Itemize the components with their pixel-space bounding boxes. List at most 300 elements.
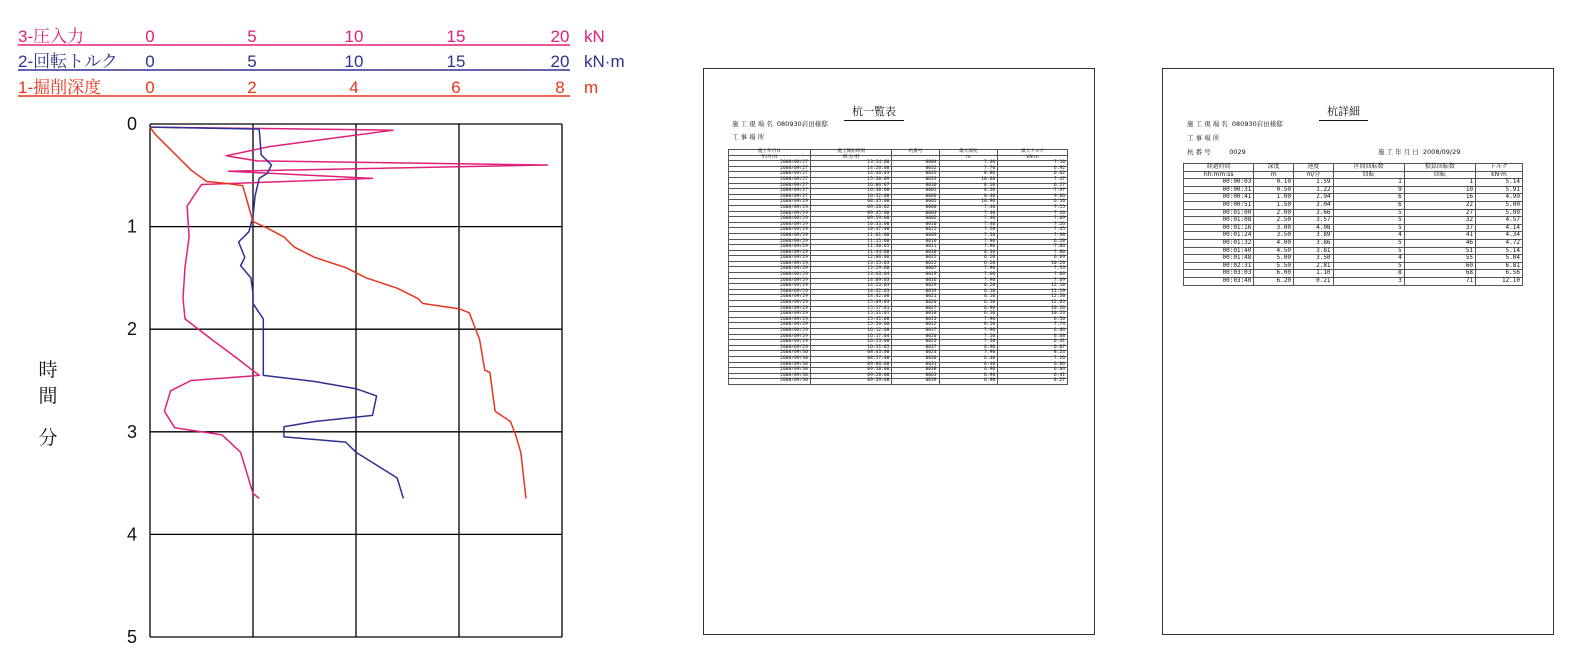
table-cell: 5 bbox=[1333, 262, 1404, 270]
table-cell: 6.00 bbox=[1254, 270, 1294, 278]
table-cell: 5 bbox=[1333, 224, 1404, 232]
table-cell: 16:12:00 bbox=[810, 329, 892, 335]
table-cell: 0022 bbox=[892, 261, 939, 267]
table-cell: 09:26:02 bbox=[810, 205, 892, 211]
table-cell: 6.40 bbox=[939, 362, 998, 368]
column-header: 時:分:秒 bbox=[810, 155, 892, 161]
table-cell: 15:41:00 bbox=[810, 317, 892, 323]
column-header: 深度 bbox=[1254, 164, 1294, 172]
scale-tick-label: 4 bbox=[349, 78, 359, 97]
table-cell: 12.63 bbox=[998, 301, 1068, 307]
table-cell: 8.24 bbox=[998, 351, 1068, 357]
table-cell: 7.47 bbox=[998, 177, 1068, 183]
table-cell: 8.40 bbox=[939, 194, 998, 200]
table-cell: 7.80 bbox=[998, 250, 1068, 256]
date-label: 施 工 年 月 日 bbox=[1378, 148, 1419, 156]
table-cell: 2008/09/29 bbox=[729, 323, 811, 329]
table-cell: 7.70 bbox=[939, 166, 998, 172]
table-cell: 3.81 bbox=[1293, 247, 1333, 255]
table-cell: 15:09:03 bbox=[810, 301, 892, 307]
table-cell: 14:26:00 bbox=[810, 166, 892, 172]
pile-row bbox=[1187, 147, 1246, 156]
table-cell: 51 bbox=[1404, 247, 1475, 255]
table-cell: 71 bbox=[1404, 277, 1475, 285]
table-cell: 13:29:00 bbox=[810, 267, 892, 273]
table-cell: 00:01:48 bbox=[1184, 255, 1254, 263]
scale-tick-label: 5 bbox=[247, 27, 257, 46]
table-cell: 09:06:00 bbox=[810, 362, 892, 368]
table-cell: 2.50 bbox=[1254, 217, 1294, 225]
table-cell: 12:06:00 bbox=[810, 256, 892, 262]
column-header: 施工年月日 bbox=[729, 150, 811, 156]
table-cell: 7.26 bbox=[998, 222, 1068, 228]
table-cell: 5.00 bbox=[1476, 201, 1523, 209]
table-cell: 7.40 bbox=[939, 222, 998, 228]
table-cell: 0031 bbox=[892, 362, 939, 368]
table-cell: 7.69 bbox=[998, 217, 1068, 223]
date-row bbox=[1378, 147, 1460, 156]
table-cell: 0003 bbox=[892, 211, 939, 217]
column-header: 杭番号 bbox=[892, 150, 939, 156]
table-cell: 00:00:03 bbox=[1184, 179, 1254, 187]
table-cell: 6.41 bbox=[998, 340, 1068, 346]
scale-tick-label: 15 bbox=[446, 52, 466, 71]
scale-tick-label: 2 bbox=[247, 78, 257, 97]
table-cell: 6.20 bbox=[939, 256, 998, 262]
table-cell: 2008/09/29 bbox=[729, 345, 811, 351]
table-cell: 0.50 bbox=[1254, 186, 1294, 194]
table-row bbox=[1184, 239, 1523, 247]
scale-label: 3-圧入力 bbox=[18, 27, 85, 46]
table-cell: 7.40 bbox=[939, 161, 998, 167]
table-cell: 6.20 bbox=[1254, 277, 1294, 285]
table-cell: 6.66 bbox=[998, 329, 1068, 335]
table-cell: 3 bbox=[1333, 277, 1404, 285]
table-cell: 5.00 bbox=[1254, 255, 1294, 263]
series-line bbox=[150, 127, 403, 498]
table-cell: 00:01:32 bbox=[1184, 239, 1254, 247]
table-cell: 6.10 bbox=[939, 301, 998, 307]
table-cell: 14:09:03 bbox=[810, 278, 892, 284]
table-cell: 09:39:00 bbox=[810, 379, 892, 385]
table-cell: 4.57 bbox=[1476, 217, 1523, 225]
table-cell: 2008/09/29 bbox=[729, 222, 811, 228]
table-cell: 0018 bbox=[892, 312, 939, 318]
table-cell: 0.21 bbox=[1293, 277, 1333, 285]
table-cell: 2008/09/29 bbox=[729, 261, 811, 267]
table-cell: 0020 bbox=[892, 334, 939, 340]
pile-detail-table bbox=[1183, 163, 1523, 286]
table-cell: 55 bbox=[1404, 255, 1475, 263]
table-cell: 00:03:03 bbox=[1184, 270, 1254, 278]
table-cell: 0012 bbox=[892, 323, 939, 329]
pile-list-table bbox=[728, 149, 1068, 385]
column-header: トルク bbox=[1476, 164, 1523, 172]
table-cell: 60 bbox=[1404, 262, 1475, 270]
table-cell: 22 bbox=[1404, 201, 1475, 209]
scale-tick-label: 10 bbox=[344, 27, 364, 46]
table-cell: 11:30:05 bbox=[810, 245, 892, 251]
chart bbox=[0, 0, 660, 664]
y-tick-label: 0 bbox=[126, 114, 138, 134]
y-axis-label: 時 bbox=[38, 360, 58, 381]
table-cell: 5 bbox=[1333, 209, 1404, 217]
table-cell: 3.57 bbox=[1293, 217, 1333, 225]
table-cell: 16:31:05 bbox=[810, 345, 892, 351]
table-cell: 12.20 bbox=[998, 295, 1068, 301]
table-cell: 7.40 bbox=[939, 217, 998, 223]
table-cell: 0035 bbox=[892, 172, 939, 178]
table-cell: 2008/09/29 bbox=[729, 278, 811, 284]
table-cell: 3.89 bbox=[1293, 232, 1333, 240]
table-cell: 6.90 bbox=[939, 373, 998, 379]
table-cell: 6.62 bbox=[998, 172, 1068, 178]
table-cell: 6.27 bbox=[998, 183, 1068, 189]
table-cell: 00:01:16 bbox=[1184, 224, 1254, 232]
doc-title: 杭一覧表 bbox=[844, 103, 904, 121]
table-cell: 16:23:00 bbox=[810, 340, 892, 346]
scale-tick-label: 15 bbox=[446, 27, 466, 46]
table-cell: 7.90 bbox=[939, 351, 998, 357]
table-cell: 10.60 bbox=[939, 177, 998, 183]
table-cell: 6.41 bbox=[998, 373, 1068, 379]
table-cell: 41 bbox=[1404, 232, 1475, 240]
table-cell: 0027 bbox=[892, 306, 939, 312]
table-cell: 4.34 bbox=[1476, 232, 1523, 240]
table-cell: 1.10 bbox=[1293, 270, 1333, 278]
table-cell: 0024 bbox=[892, 351, 939, 357]
table-cell: 16 bbox=[1404, 194, 1475, 202]
table-cell: 6.16 bbox=[998, 200, 1068, 206]
table-cell: 6.56 bbox=[998, 317, 1068, 323]
table-cell: 7.90 bbox=[939, 245, 998, 251]
scale-tick-label: 10 bbox=[344, 52, 364, 71]
y-tick-label: 4 bbox=[126, 524, 138, 545]
table-cell: 0039 bbox=[892, 379, 939, 385]
table-cell: 6.40 bbox=[939, 356, 998, 362]
table-cell: 7.10 bbox=[998, 161, 1068, 167]
table-cell: 14:23:03 bbox=[810, 284, 892, 290]
table-cell: 32 bbox=[1404, 217, 1475, 225]
table-cell: 7.26 bbox=[998, 211, 1068, 217]
place-label: 工 事 場 所 bbox=[1187, 134, 1220, 142]
table-cell: 6.81 bbox=[1476, 262, 1523, 270]
table-cell: 0002 bbox=[892, 217, 939, 223]
table-cell: 12.10 bbox=[1476, 277, 1523, 285]
table-cell: 5 bbox=[1333, 247, 1404, 255]
table-cell: 00:02:31 bbox=[1184, 262, 1254, 270]
table-cell: 4.72 bbox=[1476, 239, 1523, 247]
table-cell: 13:54:00 bbox=[810, 161, 892, 167]
table-cell: 10.26 bbox=[998, 306, 1068, 312]
table-cell: 2008/09/30 bbox=[729, 379, 811, 385]
table-cell: 37 bbox=[1404, 224, 1475, 232]
table-cell: 0038 bbox=[892, 368, 939, 374]
table-cell: 12.10 bbox=[998, 284, 1068, 290]
table-cell: 7.10 bbox=[939, 334, 998, 340]
table-cell: 8.50 bbox=[939, 189, 998, 195]
table-row bbox=[1184, 277, 1523, 285]
site-value: 080930岩田様邸 bbox=[776, 120, 828, 128]
table-cell: 1.00 bbox=[1254, 194, 1294, 202]
table-cell: 6.10 bbox=[939, 312, 998, 318]
column-header: m bbox=[1254, 171, 1294, 179]
table-cell: 0016 bbox=[892, 278, 939, 284]
table-cell: 13:43:04 bbox=[810, 273, 892, 279]
site-label: 施 工 現 場 名 bbox=[1187, 120, 1228, 128]
table-cell: 00:00:31 bbox=[1184, 186, 1254, 194]
table-cell: 1.59 bbox=[1293, 179, 1333, 187]
table-cell: 0010 bbox=[892, 222, 939, 228]
table-cell: 1 bbox=[1404, 179, 1475, 187]
table-cell: 2008/09/29 bbox=[729, 334, 811, 340]
pile-list-document bbox=[703, 68, 1095, 635]
site-row bbox=[1187, 119, 1283, 128]
table-cell: 7.45 bbox=[998, 228, 1068, 234]
table-cell: 5.50 bbox=[1254, 262, 1294, 270]
table-cell: 7.50 bbox=[939, 340, 998, 346]
pile-value: 0029 bbox=[1229, 148, 1246, 156]
table-cell: 16:06:07 bbox=[810, 183, 892, 189]
table-cell: 2.81 bbox=[1293, 262, 1333, 270]
table-cell: 6.10 bbox=[939, 289, 998, 295]
table-cell: 4 bbox=[1333, 255, 1404, 263]
table-cell: 2008/09/30 bbox=[729, 356, 811, 362]
table-cell: 15:31:01 bbox=[810, 312, 892, 318]
table-cell: 10:47:00 bbox=[810, 228, 892, 234]
table-cell: 5.04 bbox=[1476, 255, 1523, 263]
table-cell: 9.66 bbox=[998, 194, 1068, 200]
table-cell: 3.86 bbox=[1293, 239, 1333, 247]
table-cell: 46 bbox=[1404, 239, 1475, 247]
column-header: kN·m bbox=[998, 155, 1068, 161]
table-cell: 00:01:40 bbox=[1184, 247, 1254, 255]
table-cell: 27 bbox=[1404, 209, 1475, 217]
table-cell: 7.90 bbox=[939, 317, 998, 323]
table-cell: 7.15 bbox=[998, 205, 1068, 211]
scale-tick-label: 20 bbox=[550, 27, 570, 46]
table-cell: 2008/09/27 bbox=[729, 172, 811, 178]
column-header: 年/月/日 bbox=[729, 155, 811, 161]
table-cell: 08:45:00 bbox=[810, 200, 892, 206]
table-cell: 2008/09/27 bbox=[729, 177, 811, 183]
table-cell: 11:15:00 bbox=[810, 239, 892, 245]
table-cell: 6.90 bbox=[939, 306, 998, 312]
table-cell: 6.90 bbox=[939, 368, 998, 374]
table-cell: 0013 bbox=[892, 317, 939, 323]
table-cell: 14:32:03 bbox=[810, 289, 892, 295]
table-cell: 8 bbox=[1333, 270, 1404, 278]
date-value: 2008/09/29 bbox=[1422, 148, 1461, 156]
table-cell: 0020 bbox=[892, 301, 939, 307]
table-cell: 16:17:04 bbox=[810, 334, 892, 340]
table-cell: 6.90 bbox=[939, 345, 998, 351]
table-cell: 7.60 bbox=[939, 273, 998, 279]
y-tick-label: 2 bbox=[126, 319, 138, 340]
table-cell: 0036 bbox=[892, 183, 939, 189]
table-cell: 2008/09/27 bbox=[729, 166, 811, 172]
column-header: kN·m bbox=[1476, 171, 1523, 179]
table-cell: 8.27 bbox=[998, 379, 1068, 385]
column-header: m/分 bbox=[1293, 171, 1333, 179]
table-cell: 8.10 bbox=[939, 323, 998, 329]
table-cell: 7.97 bbox=[998, 189, 1068, 195]
table-cell: 2008/09/27 bbox=[729, 189, 811, 195]
table-cell: 0008 bbox=[892, 205, 939, 211]
table-cell: 2.94 bbox=[1293, 194, 1333, 202]
table-cell: 7.40 bbox=[939, 205, 998, 211]
table-cell: 6.20 bbox=[939, 261, 998, 267]
table-cell: 00:00:51 bbox=[1184, 201, 1254, 209]
table-cell: 0063 bbox=[892, 373, 939, 379]
table-cell: 16:30:00 bbox=[810, 189, 892, 195]
column-header: 回転 bbox=[1333, 171, 1404, 179]
table-cell: 14:46:03 bbox=[810, 172, 892, 178]
y-axis-label: 分 bbox=[38, 428, 58, 449]
table-cell: 3.00 bbox=[1254, 224, 1294, 232]
table-cell: 2008/09/29 bbox=[729, 233, 811, 239]
table-cell: 09:28:00 bbox=[810, 373, 892, 379]
table-cell: 2008/09/29 bbox=[729, 200, 811, 206]
table-cell: 2008/09/29 bbox=[729, 273, 811, 279]
table-cell: 0017 bbox=[892, 329, 939, 335]
table-cell: 5.14 bbox=[1476, 179, 1523, 187]
table-cell: 6 bbox=[1333, 194, 1404, 202]
table-cell: 4.14 bbox=[1476, 224, 1523, 232]
column-header: hh:mm:ss bbox=[1184, 171, 1254, 179]
table-cell: 2008/09/29 bbox=[729, 284, 811, 290]
series-line bbox=[150, 127, 526, 498]
table-cell: 7.50 bbox=[939, 228, 998, 234]
table-cell: 15:30:09 bbox=[810, 177, 892, 183]
series-line bbox=[150, 127, 548, 498]
table-cell: 3.50 bbox=[1293, 255, 1333, 263]
table-cell: 15:56:00 bbox=[810, 323, 892, 329]
table-cell: 3.66 bbox=[1293, 209, 1333, 217]
table-cell: 2008/09/27 bbox=[729, 183, 811, 189]
table-cell: 09:18:00 bbox=[810, 368, 892, 374]
table-cell: 2008/09/29 bbox=[729, 217, 811, 223]
table-cell: 2008/09/29 bbox=[729, 228, 811, 234]
table-cell: 6.10 bbox=[939, 295, 998, 301]
column-header: 施工開始時刻 bbox=[810, 150, 892, 156]
table-cell: 08:57:00 bbox=[810, 356, 892, 362]
table-cell: 2008/09/29 bbox=[729, 239, 811, 245]
table-cell: 00:01:08 bbox=[1184, 217, 1254, 225]
table-cell: 7.26 bbox=[998, 356, 1068, 362]
table-cell: 6 bbox=[1333, 201, 1404, 209]
table-cell: 5 bbox=[1333, 217, 1404, 225]
table-cell: 2.00 bbox=[1254, 209, 1294, 217]
table-cell: 2008/09/30 bbox=[729, 362, 811, 368]
table-cell: 6.84 bbox=[998, 368, 1068, 374]
scale-tick-label: 6 bbox=[451, 78, 461, 97]
table-cell: 2008/09/29 bbox=[729, 211, 811, 217]
table-cell: 10.26 bbox=[998, 261, 1068, 267]
table-cell: 8.10 bbox=[939, 183, 998, 189]
table-cell: 00:00:41 bbox=[1184, 194, 1254, 202]
column-header: 積算回転数 bbox=[1404, 164, 1475, 172]
table-cell: 0019 bbox=[892, 289, 939, 295]
table-cell: 0016 bbox=[892, 239, 939, 245]
scale-tick-label: 5 bbox=[247, 52, 257, 71]
scale-tick-label: 8 bbox=[555, 78, 565, 97]
table-cell: 2008/09/29 bbox=[729, 256, 811, 262]
column-header: 回転 bbox=[1404, 171, 1475, 179]
table-cell: 7.98 bbox=[998, 233, 1068, 239]
table-cell: 1.22 bbox=[1293, 186, 1333, 194]
table-cell: 2008/09/30 bbox=[729, 351, 811, 357]
table-cell: 7.90 bbox=[939, 278, 998, 284]
table-cell: 10.90 bbox=[939, 200, 998, 206]
table-cell: 2008/09/27 bbox=[729, 194, 811, 200]
table-cell: 0011 bbox=[892, 245, 939, 251]
table-cell: 9 bbox=[1333, 186, 1404, 194]
site-label: 施 工 現 場 名 bbox=[732, 120, 773, 128]
scale-unit: kN bbox=[584, 27, 605, 46]
table-cell: 2008/09/30 bbox=[729, 368, 811, 374]
table-cell: 0033 bbox=[892, 177, 939, 183]
table-cell: 15:17:01 bbox=[810, 306, 892, 312]
table-cell: 8.00 bbox=[939, 172, 998, 178]
scale-tick-label: 0 bbox=[145, 52, 155, 71]
doc-title: 杭詳細 bbox=[1319, 103, 1368, 121]
table-row bbox=[1184, 201, 1523, 209]
y-axis-label: 間 bbox=[38, 386, 58, 407]
table-cell: 11.19 bbox=[998, 289, 1068, 295]
table-header-row bbox=[1184, 164, 1523, 172]
table-cell: 13:15:03 bbox=[810, 261, 892, 267]
table-cell: 11:44:00 bbox=[810, 250, 892, 256]
table-cell: 0009 bbox=[892, 233, 939, 239]
table-cell: 6.28 bbox=[998, 239, 1068, 245]
table-cell: 5.09 bbox=[1476, 209, 1523, 217]
table-cell: 08:43:00 bbox=[810, 351, 892, 357]
table-cell: 2008/09/29 bbox=[729, 267, 811, 273]
table-cell: 16:52:00 bbox=[810, 194, 892, 200]
table-cell: 2008/09/29 bbox=[729, 250, 811, 256]
table-cell: 14:42:00 bbox=[810, 295, 892, 301]
table-cell: 7.69 bbox=[998, 278, 1068, 284]
table-cell: 6.90 bbox=[939, 379, 998, 385]
table-cell: 2008/09/29 bbox=[729, 295, 811, 301]
column-header: 最大トルク bbox=[998, 150, 1068, 156]
table-cell: 6.87 bbox=[998, 345, 1068, 351]
pile-label: 杭 番 号 bbox=[1187, 148, 1211, 156]
table-cell: 0029 bbox=[892, 284, 939, 290]
table-cell: 2008/09/27 bbox=[729, 161, 811, 167]
table-cell: 7.90 bbox=[939, 267, 998, 273]
table-cell: 0015 bbox=[892, 228, 939, 234]
table-cell: 2008/09/29 bbox=[729, 340, 811, 346]
table-cell: 0007 bbox=[892, 267, 939, 273]
table-cell: 0.10 bbox=[1254, 179, 1294, 187]
table-cell: 4.50 bbox=[1254, 247, 1294, 255]
table-cell: 10.23 bbox=[998, 312, 1068, 318]
scale-unit: m bbox=[584, 78, 599, 97]
table-cell: 00:03:40 bbox=[1184, 277, 1254, 285]
table-cell: 3.50 bbox=[1254, 232, 1294, 240]
table-row bbox=[729, 379, 1068, 385]
table-cell: 2008/09/29 bbox=[729, 245, 811, 251]
table-cell: 0030 bbox=[892, 250, 939, 256]
table-cell: 6.68 bbox=[998, 334, 1068, 340]
table-cell: 0037 bbox=[892, 345, 939, 351]
scale-unit: kN·m bbox=[584, 52, 625, 71]
table-cell: 7.40 bbox=[939, 211, 998, 217]
table-cell: 2008/09/29 bbox=[729, 289, 811, 295]
table-cell: 09:59:00 bbox=[810, 217, 892, 223]
